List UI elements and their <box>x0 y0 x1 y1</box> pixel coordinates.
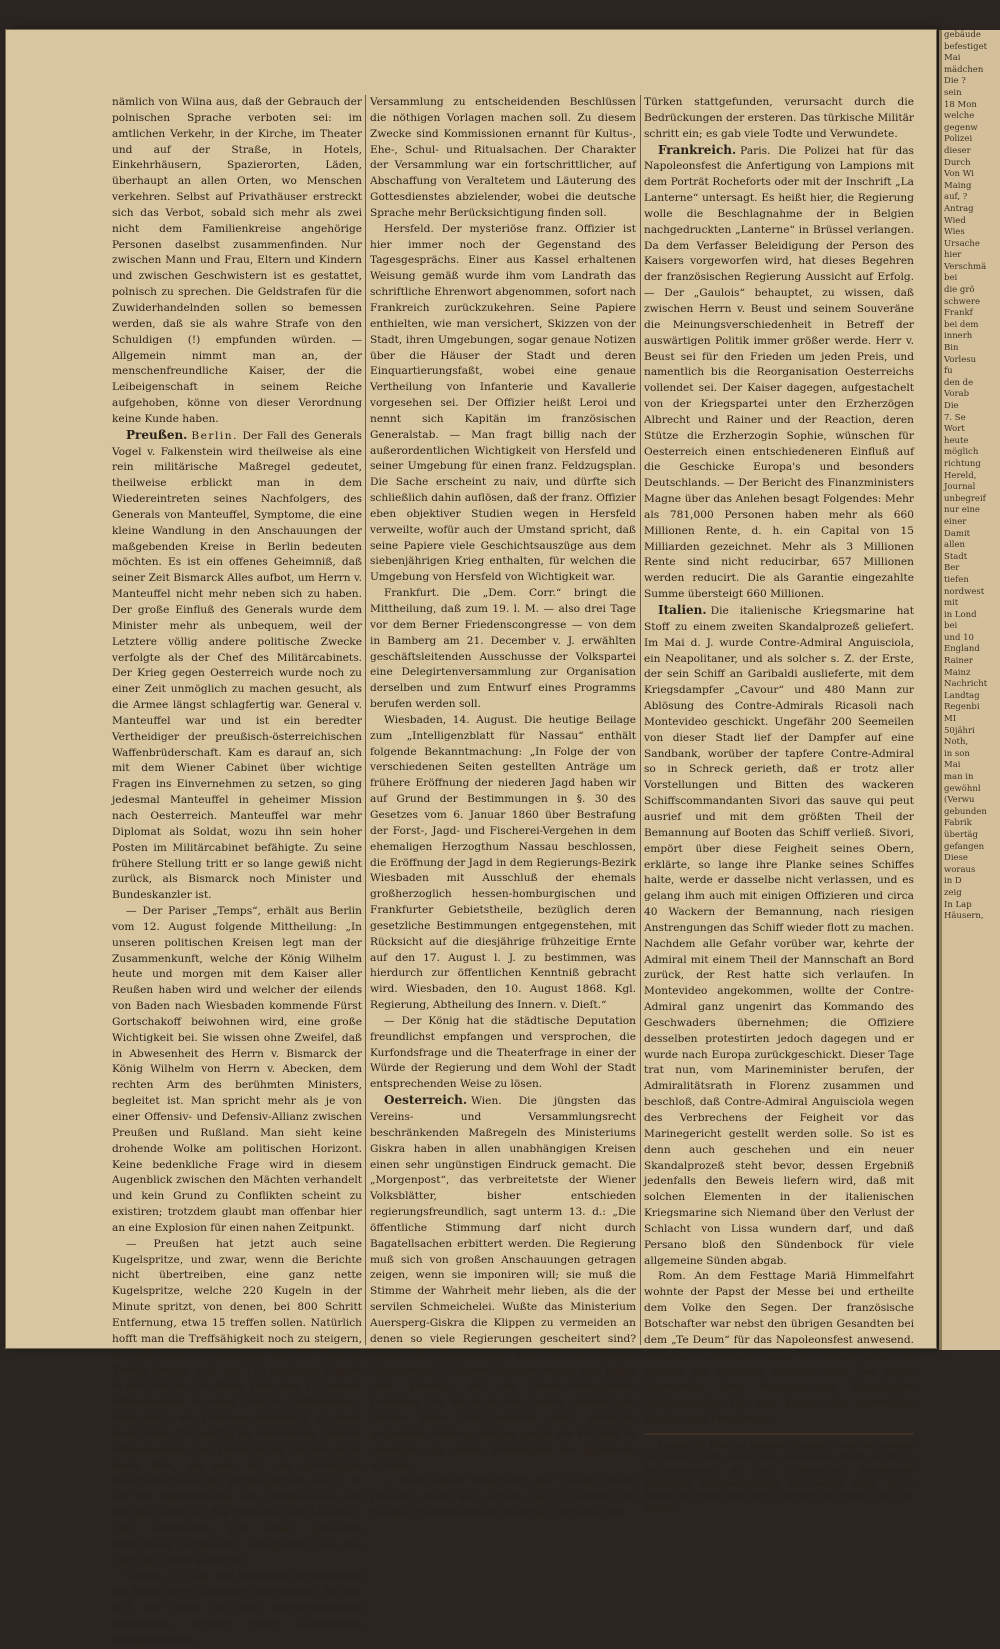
adjacent-page-fragment: Häusern, <box>944 911 984 922</box>
adjacent-page-fragment: Vorlesu <box>944 354 977 365</box>
wiesbaden-report: Wiesbaden, 14. August. Die heutige Beilage zum „Intelligenzblatt für Nassau“ enthält folgende Bekanntmachung: „In Folge der von verschiedenen Seiten gestellten Anträge um frühere Eröffnung der niederen Jagd haben wir auf Grund der Bestimmungen in §. 30 des Gesetzes vom 6. Januar 1860 über Bestrafung der Forst-, Jagd- und Fischerei-Vergehen in dem ehemaligen Herzogthum Nassau beschlossen, die Eröffnung der Jagd in dem Regierungs-Bezirk Wiesbaden mit Ausschluß der ehemals großherzoglich hessen-homburgischen und Frankfurter Gebietstheile, bezüglich deren gesetzliche Bestimmungen entgegenstehen, mit Rücksicht auf die diesjährige frühzeitige Ernte auf den 17. August l. J. zu bestimmen, was hierdurch zur öffentlichen Kenntniß gebracht wird. Wiesbaden, den 10. August 1868. Kgl. Regierung, Abtheilung des Innern. v. Dieſt.“ <box>370 713 636 1012</box>
italien-section <box>644 603 914 1269</box>
adjacent-page-fragment: (Verwu <box>944 795 975 806</box>
adjacent-page-fragment: Die <box>944 401 959 411</box>
adjacent-page-fragment: allen <box>944 540 966 551</box>
adjacent-page-fragment: Stadt <box>944 551 968 562</box>
section-heading-preussen: Preußen. <box>126 427 188 442</box>
adjacent-page-fragment: und 10 <box>944 632 974 643</box>
adjacent-page-fragment: Mai <box>944 760 961 771</box>
adjacent-page-fragment: 7. Se <box>944 412 966 423</box>
column-separator <box>640 95 641 1345</box>
kugelspritze-report: — Preußen hat jetzt auch seine Kugelspritze, und zwar, wenn die Berichte nicht übertreiben, eine ganz nette Kugelspritze, welche 220 Kugeln in der Minute spritzt, von denen, bei 800 Schritt Entfernung, etwa 15 treffen sollen. Natürlich hofft man die Treffsähigkeit noch zu steigern, so daß man es vielleicht auf 50 Prozent Treffer bringt, d. h. auf 110 treffende Kugeln in der Minute. Ein Mann kann also 110 seiner Mitmenschen in einer Minute todtschießen. Man sieht, wir kommen allmählich zu einer ziemlichen Virtuosität im Vernichten unserer Mitmenschen, und vielleicht ist die Zeit nicht mehr fern, wo man auf die gewaltigen Naturereignisse der Vergangenheit, wie z. B. auf die Verschüttung von Herkulanum und Pompeji, oder auf das Erdbeben von Lissabon, und Aehnliches mit einer gewissen Verachtung herabsieht, wenigstens was die Zahl der Opfer anbetrifft. <box>112 1237 362 1567</box>
adjacent-page-fragment: mit <box>944 598 959 609</box>
adjacent-page-fragment: bei <box>944 621 958 632</box>
adjacent-page-fragment: In Lap <box>944 899 972 910</box>
adjacent-page-fragment: übertäg <box>944 829 978 840</box>
adjacent-page-fragment: Ber <box>944 563 960 574</box>
adjacent-page-fragment: Ursache <box>944 238 980 249</box>
adjacent-page-fragment: Mainz <box>944 667 971 678</box>
adjacent-page-fragment: die grö <box>944 285 975 296</box>
adjacent-page-fragment: richtung <box>944 458 981 469</box>
adjacent-page-fragment: Landtag <box>944 690 980 701</box>
adjacent-page-fragment: Rainer <box>944 656 973 667</box>
adjacent-page-fragment: England <box>944 644 980 655</box>
dateline-berlin: Berlin. <box>191 429 238 442</box>
adjacent-page-fragment: Diese <box>944 853 968 864</box>
adjacent-page-fragment: den de <box>944 377 974 388</box>
adjacent-page-fragment: hier <box>944 250 962 261</box>
adjacent-page-fragment: gebäude <box>944 30 981 40</box>
adjacent-page-fragment: gewöhnl <box>944 783 981 794</box>
adjacent-page-fragment: Verschmä <box>944 261 987 272</box>
adjacent-page-fragment: bei dem <box>944 319 979 330</box>
section-heading-italien: Italien. <box>658 603 707 617</box>
adjacent-page-fragment: befestiget <box>944 41 988 52</box>
adjacent-page-fragment: sein <box>944 87 962 98</box>
adjacent-page-fragment: Nachricht <box>944 679 988 690</box>
adjacent-page-fragment: heute <box>944 435 969 446</box>
hersfeld-report: Hersfeld. Der mysteriöse franz. Offizier ist hier immer noch der Gegenstand des Tagesgesprächs. Einer aus Kassel erhaltenen Weisung gemäß wurde ihm vom Landrath das schriftliche Ehrenwort abgenommen, sofort nach Frankreich zurückzukehren. Seine Papiere enthielten, wie man versichert, Skizzen von der Stadt, ihren Umgebungen, sogar genaue Notizen über die Häuser der Stadt und deren Einquartierungsfaßt, wobei eine genaue Vertheilung von Infanterie und Kavallerie vorgesehen sei. Der Offizier heißt Leroi und nennt sich Kapitän im französischen Generalstab. — Man fragt billig nach der außerordentlichen Wichtigkeit von Hersfeld und seiner Umgebung für einen franz. Feldzugsplan. Die Sache erscheint zu naiv, und dürfte sich schließlich dahin auflösen, daß der franz. Offizier eben objektiver Studien wegen in Hersfeld verweilte, wofür auch der Umstand spricht, daß seine Papiere viele Geschichtsauszüge aus dem siebenjährigen Krieg enthalten, für welchen die Umgebung von Hersfeld von Wichtigkeit war. <box>370 222 636 584</box>
preussen-section <box>112 428 362 904</box>
adjacent-page-fragment: Fabrik <box>944 818 972 829</box>
adjacent-page-fragment: Polizei <box>944 134 973 145</box>
adjacent-page-fragment: Noth, <box>944 737 969 748</box>
adjacent-page-fragment: Maing <box>944 180 972 191</box>
adjacent-page-fragment: 50jähri <box>944 725 975 736</box>
adjacent-page-fragment: gebunden <box>944 806 987 817</box>
adjacent-page-fragment: in D <box>944 876 962 887</box>
column-3 <box>644 95 914 1514</box>
adjacent-page-fragment: Antrag <box>944 203 974 214</box>
adjacent-page-fragment: Frankf <box>944 308 973 319</box>
section-heading-frankreich: Frankreich. <box>658 142 737 157</box>
adjacent-page-fragment: Journal <box>944 482 976 493</box>
adjacent-page-fragment: Wies <box>944 227 965 238</box>
adjacent-page-fragment: in son <box>944 748 970 759</box>
wilna-report: nämlich von Wilna aus, daß der Gebrauch der polnischen Sprache verboten sei: im amtlichen Verkehr, in der Kirche, im Theater und auf der Straße, in Hotels, Einkehrhäusern, Spazierorten, Läden, überhaupt an allen Orten, wo Menschen verkehren. Selbst auf Privathäuser erstreckt sich das Verbot, sobald sich mehr als zwei nicht dem Familienkreise angehörige Personen daselbst zusammenfinden. Nur zwischen Mann und Frau, Eltern und Kindern und zwischen Geschwistern ist es gestattet, polnisch zu sprechen. Die Geldstrafen für die Zuwiderhandelnden sollen so bemessen werden, daß sie als wahre Strafe von den Schuldigen (!) empfunden würden. — Allgemein nimmt man an, der menschenfreundliche Kaiser, der die Leibeigenschaft in seinem Reiche aufgehoben, könne von dieser Verordnung keine Kunde haben. <box>112 96 362 425</box>
column-2 <box>370 95 636 1520</box>
koenig-report: — Der König hat die städtische Deputation freundlichst empfangen und versprochen, die Kurfondsfrage und die Theaterfrage in einer der Würde der Regierung und dem Wohl der Stadt entsprechenden Weise zu lösen. <box>370 1014 636 1091</box>
frankreich-text: Paris. Die Polizei hat für das Napoleonsfest die Anfertigung von Lampions mit dem Porträt Rocheforts oder mit der Inschrift „La Lanterne“ untersagt. Es heißt hier, die Regierung wolle die Beschlagnahme der in Belgien nachgedruckten „Lanterne“ in Brüssel verlangen. Da dem Verfasser Beleidigung der Person des Kaisers vorgeworfen wird, hat dieses Begehren der französischen Regierung Aussicht auf Erfolg. — Der „Gaulois“ behauptet, zu wissen, daß zwischen Herrn v. Beust und seinem Souveräne die Meinungsverschiedenheit in Betreff der auswärtigen Politik immer größer werde. Herr v. Beust sei für den Frieden um jeden Preis, und namentlich bis die Reorganisation Oesterreichs vollendet sei. Der Kaiser dagegen, aufgestachelt von der Kriegspartei unter den Erzherzögen Albrecht und Rainer und der Reaction, deren Stütze die Erzherzogin Sophie, wünschen für Oesterreich einen entschiedeneren Einfluß auf die Geschicke Europa's und besonders Deutschlands. — Der Bericht des Finanzministers Magne über das Anlehen besagt Folgendes: Mehr als 781,000 Personen haben mehr als 660 Millionen Rente, d. h. ein Capital von 15 Milliarden gezeichnet. Mehr als 3 Millionen Rente sind nicht reducirbar, 657 Millionen werden reducirt. Die als Garantie eingezahlte Summe übersteigt 660 Millionen. <box>644 144 914 601</box>
adjacent-page-fragment: möglich <box>944 447 979 458</box>
adjacent-page-fragment: Vorab <box>944 389 970 400</box>
temps-report: — Der Pariser „Temps“, erhält aus Berlin vom 12. August folgende Mittheilung: „In unseren politischen Kreisen legt man der Zusammenkunft, welche der König Wilhelm heute und morgen mit dem Kaiser aller Reußen haben wird und welcher der eilends von Baden nach Wiesbaden kommende Fürst Gortschakoff beiwohnen wird, eine große Wichtigkeit bei. Sie wissen ohne Zweifel, daß in Abwesenheit des Herrn v. Bismarck der König Wilhelm von Herrn v. Abecken, dem rechten Arm des berühmten Ministers, begleitet ist. Man spricht mehr als je von einer Offensiv- und Defensiv-Allianz zwischen Preußen und Rußland. Man sieht keine drohende Wolke am politischen Horizont. Keine bedenkliche Frage wird in diesem Augenblick zwischen den Mächten verhandelt und kein Grund zu Conflikten scheint zu existiren; trotzdem glaubt man offenbar hier an eine Explosion für einen nahen Zeitpunkt. <box>112 905 362 1234</box>
adjacent-page-fragment: welche <box>944 111 975 122</box>
adjacent-page-fragment: in Lond <box>944 609 977 620</box>
column-separator <box>365 95 366 1345</box>
adjacent-page-fragment: 18 Mon <box>944 99 977 110</box>
feuilleton-frankfurt: Frankfurt. Fast um dieselbe Stunde, in welcher gerade vor einem Jahre unser Dom abbrannte, brach in der in Sachsenhausen an der Offenbacher Landstraße gelegenen Kunstwollefabrik der Herren Math. Stürn Söhne ein Feuer aus, das in kurzer Zeit einen Theil der Fabrik- <box>644 1439 914 1514</box>
frankfurt-report: Frankfurt. Die „Dem. Corr.“ bringt die Mittheilung, daß zum 19. l. M. — also drei Tage vor dem Berner Friedenscongresse — von dem in Bamberg am 21. December v. J. erwählten geschäftsleitenden Ausschusse der Volkspartei eine Delegirtenversammlung zur Organisation derselben und zum Entwurf eines Programms berufen werden soll. <box>370 587 636 711</box>
adjacent-page-fragment: dieser <box>944 145 971 156</box>
adjacent-page-fragment: Die ? <box>944 76 966 87</box>
adjacent-page-fragment: schwere <box>944 296 980 307</box>
adjacent-page-fragment: zeig <box>944 887 962 898</box>
telegramm-report: — Nach einem Telegramm der „Neuen freien Presse“, datirt aus Agram, hat in Scutari ein blutiger Zusammenstoß zwischen Christen und <box>370 1475 636 1520</box>
adjacent-page-fragment: Mai <box>944 53 961 64</box>
adjacent-page-fragment: nordwest <box>944 586 985 597</box>
adjacent-page-fragment: tiefen <box>944 574 969 585</box>
oesterreich-text: Wien. Die jüngsten das Vereins- und Versammlungsrecht beschränkenden Maßregeln des Ministeriums Giskra haben in allen unabhängigen Kreisen einen sehr ungünstigen Eindruck gemacht. Die „Morgenpost“, das verbreitetste der Wiener Volksblätter, bisher entschieden regierungsfreundlich, sagt unterm 13. d.: „Die öffentliche Stimmung darf nicht durch Bagatellsachen erbittert werden. Die Regierung muß sich von großen Anschauungen getragen zeigen, wenn sie imponiren will; sie muß die Stimme der Wahrheit mehr lieben, als die der servilen Schmeichelei. Wußte das Ministerium Auersperg-Giskra die Klippen zu vermeiden an denen so viele Regierungen gescheitert sind? Findet die Wohldienerei kein Ohr bei diesem Ministerium?“ Unsere Minister zeigen sich leider sehr geneigt, auf die überschwänglichen Lobreden hin, die ihnen von unsern auswärtigen Gästen beim Schützenfeste allzu reichlich gespendet wurden, sorglos gegen die Freiheit zu sündigen, als deren Vorkämpfer sie gepriesen wurden. <box>370 1095 636 1472</box>
column-1 <box>112 95 362 1646</box>
adjacent-page-fragment: nur eine <box>944 505 980 516</box>
adjacent-page-fragment: Hereld, <box>944 470 977 481</box>
adjacent-page-fragment: Bin <box>944 343 959 354</box>
adjacent-page-fragment: mädchen <box>944 64 984 75</box>
adjacent-page-fragment: MI <box>944 714 957 725</box>
preussen-text: Der Fall des Generals Vogel v. Falkenstein wird theilweise als eine rein militärische Maßregel gedeutet, theilweise erblickt man in dem Wiedereintreten seines Nachfolgers, des Generals von Manteuffel, Symptome, die eine kleine Wandlung in den Anschauungen der maßgebenden Kreise in Berlin bedeuten möchten. Es ist ein offenes Geheimniß, daß seiner Zeit Bismarck Alles aufbot, um Herrn v. Manteuffel nicht mehr neben sich zu haben. Der große Einfluß des Generals wurde dem Minister mehr als unbequem, weil der Letztere völlig andere politische Zwecke verfolgte als der Chef des Militärcabinets. Der Krieg gegen Oesterreich wurde noch zu einer Zeit unmöglich zu machen gesucht, als die Armee längst schlagfertig war. General v. Manteuffel war und ist ein beredter Vertheidiger der preußisch-österreichischen Waffenbrüderschaft. Kam es darauf an, sich mit dem Wiener Cabinet über wichtige Fragen ins Einvernehmen zu setzen, so ging jedesmal Manteuffel in geheimer Mission nach Oesterreich. Manteuffel war mehr Diplomat als Soldat, wozu ihn sein hoher Posten im Militärcabinet befähigte. Zu seine frühere Stellung tritt er so lange gewiß nicht zurück, als Bismarck noch Minister und Bundeskanzler ist. <box>112 429 362 902</box>
adjacent-page-fragment: einer <box>944 516 967 527</box>
adjacent-page-fragment: Wort <box>944 424 965 435</box>
adjacent-page-fragment: woraus <box>944 864 976 875</box>
tuerken-text: Türken stattgefunden, verursacht durch die Bedrückungen der ersteren. Das türkische Militär schritt ein; es gab viele Todte und Verwundete. <box>644 96 914 140</box>
adjacent-page-fragment: auf, ? <box>944 192 968 203</box>
rom-report: Rom. An dem Festtage Mariä Himmelfahrt wohnte der Papst der Messe bei und ertheilte dem Volke den Segen. Der französische Botschafter war nebst den übrigen Gesandten bei dem „Te Deum“ für das Napoleonsfest anwesend. Dieselbe Ceremonie fand in Civitavecchia im Beisein des Generals Dumont statt. Der Papst überfandte dem französischen Botschafter Glückwünsche für den Kaiser, die kaiserliche Familie und Frankreich. <box>644 1270 914 1426</box>
adjacent-page-fragment: Damit <box>944 528 971 539</box>
italien-text: Die italienische Kriegsmarine hat Stoff zu einem zweiten Skandalprozeß geliefert. Im Mai d. J. wurde Contre-Admiral Anguisciola, ein Neapolitaner, und als solcher s. Z. der Erste, der sein Schiff an Garibaldi auslieferte, mit dem Kriegsdampfer „Cavour“ und 480 Mann zur Ablösung des Contre-Admirals Ricasoli nach Montevideo geschickt. Ungefähr 200 Seemeilen von dieser Stadt lief der Dampfer auf eine Sandbank, worüber der tapfere Contre-Admiral so in Schreck gerieth, daß er trotz aller Vorstellungen und Bitten des wackeren Schiffscommandanten Sivori das sauve qui peut ausrief und mit dem größten Theil der Bemannung auf Booten das Schiff verließ. Sivori, empört über diese Feigheit seines Obern, erklärte, so lange ihre Planke seines Schiffes halte, werde er dasselbe nicht verlassen, und es gelang ihm auch mit einigen Offizieren und circa 40 Wackern der Bemannung, nach riesigen Anstrengungen das Schiff wieder flott zu machen. Nachdem alle Gefahr vorüber war, kehrte der Admiral mit einem Theil der Mannschaft an Bord zurück, der Rest hatte sich verlaufen. In Montevideo angekommen, wollte der Contre-Admiral ganz ungenirt das Kommando des Geschwaders übernehmen; die Offiziere desselben protestirten jedoch dagegen und er wurde nach Europa zurückgeschickt. Dieser Tage trat nun, vom Marineminister berufen, der Admiralitätsrath in Florenz zusammen und beschloß, daß Contre-Admiral Anguisciola wegen des Verbrechens der Feigheit vor das Marinegericht gestellt werden solle. So ist es denn auch geschehen und ein neuer Skandalprozeß steht bevor, dessen Ergebniß jedenfalls den Beweis liefern wird, daß mit solchen Elementen in der italienischen Kriegsmarine sich Niemand über den Verlust der Schlacht von Lissa wundern darf, und daß Persano bloß den Sündenbock für viele allgemeine Sünden abgab. <box>644 605 914 1267</box>
adjacent-page-fragment: Von Wi <box>944 169 974 180</box>
adjacent-page-fragment: Wied <box>944 215 966 226</box>
adjacent-page-fragment: gegenw <box>944 122 978 133</box>
versammlung-text: Versammlung zu entscheidenden Beschlüssen die nöthigen Vorlagen machen soll. Zu diesem Zwecke sind Kommissionen ernannt für Kultus-, Ehe-, Schul- und Ritualsachen. Der Charakter der Versammlung war ein fortschrittlicher, auf Abschaffung von Veraltetem und Läuterung des Gottesdienstes abzielender, wobei die deutsche Sprache mehr Berücksichtigung finden soll. <box>370 96 636 219</box>
oesterreich-section <box>370 1093 636 1474</box>
adjacent-page-fragment: bei <box>944 273 958 284</box>
frankreich-section <box>644 143 914 603</box>
adjacent-page-fragment: man in <box>944 772 974 782</box>
adjacent-page-fragment: fu <box>944 366 953 377</box>
adjacent-page-fragment: gefangen <box>944 841 985 852</box>
adjacent-page-fragment: unbegreif <box>944 493 986 504</box>
section-heading-oesterreich: Oesterreich. <box>384 1093 468 1108</box>
adjacent-page-fragment: Regenbi <box>944 702 980 713</box>
kassel-report: Kassel, 13. Aug. Die Rabbinenversammlung hat heute ihre Sitzungen geschlossen. Sie hat sich nur mehr als eine Vorversammlung betrachtet, welche einer künftigeren kompetenteren <box>112 1570 362 1646</box>
adjacent-page-fragment: Durch <box>944 157 971 168</box>
adjacent-page-fragment: innerh <box>944 331 973 342</box>
feuilleton-rule <box>644 1433 914 1435</box>
adjacent-page-edge <box>939 30 1000 1350</box>
